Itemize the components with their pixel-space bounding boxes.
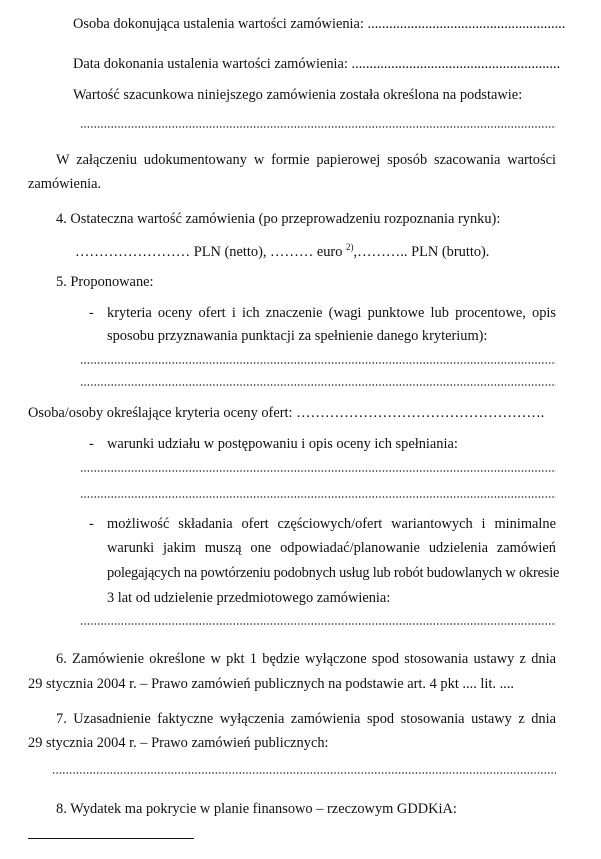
partial-offers-line-2: warunki jakim muszą one odpowiadać/planowanie udzielenia zamówień [107,540,556,556]
section-7-line: 7. Uzasadnienie faktyczne wyłączenia zamówienia spod stosowania ustawy z dnia [56,711,556,727]
partial-offers-line-3: polegających na powtórzeniu podobnych usług lub robót budowlanych w okresie [107,565,560,581]
section-4-heading: 4. Ostateczna wartość zamówienia (po przeprowadzeniu rozpoznania rynku): [56,211,501,227]
dotted-fill-line [80,496,556,498]
final-value-line [75,243,489,259]
footnote-separator [28,838,194,839]
dotted-fill-line [80,362,556,364]
valuation-date-line: Data dokonania ustalenia wartości zamówienia: .......................................................... [73,56,561,72]
criteria-persons-line: Osoba/osoby określające kryteria oceny ofert: ……………………………………………. [28,405,545,421]
bullet-dash: - [89,305,94,321]
section-5-heading: 5. Proponowane: [56,274,154,290]
criteria-line-cont: sposobu przyznawania punktacji za spełnienie danego kryterium): [107,328,488,344]
section-8-line: 8. Wydatek ma pokrycie w planie finansowo – rzeczowym GDDKiA: [56,801,457,817]
bullet-dash: - [89,516,94,532]
valuation-person-line: Osoba dokonująca ustalenia wartości zamówienia: ....................................................... [73,16,566,32]
attachment-note-line: W załączeniu udokumentowany w formie papierowej sposób szacowania wartości [56,152,556,168]
final-value-net: …………………… PLN (netto), ……… euro [75,244,346,260]
dotted-fill-line [80,126,556,128]
partial-offers-line: możliwość składania ofert częściowych/ofert wariantowych i minimalne [107,516,556,532]
valuation-basis-line: Wartość szacunkowa niniejszego zamówienia została określona na podstawie: [73,87,523,103]
criteria-line: kryteria oceny ofert i ich znaczenie (wagi punktowe lub procentowe, opis [107,305,556,321]
footnote-ref: 2) [346,242,354,252]
attachment-note-line-cont: zamówienia. [28,176,102,192]
bullet-dash: - [89,436,94,452]
dotted-fill-line [52,772,556,774]
dotted-fill-line [80,470,556,472]
final-value-gross: ,……….. PLN (brutto). [353,244,490,260]
dotted-fill-line [80,623,556,625]
section-6-line-cont: 29 stycznia 2004 r. – Prawo zamówień publicznych na podstawie art. 4 pkt .... lit. .... [28,676,514,692]
partial-offers-line-4: 3 lat od udzielenie przedmiotowego zamówienia: [107,590,391,606]
dotted-fill-line [80,384,556,386]
conditions-line: warunki udziału w postępowaniu i opis oceny ich spełniania: [107,436,458,452]
section-6-line: 6. Zamówienie określone w pkt 1 będzie wyłączone spod stosowania ustawy z dnia [56,651,556,667]
section-7-line-cont: 29 stycznia 2004 r. – Prawo zamówień publicznych: [28,735,329,751]
